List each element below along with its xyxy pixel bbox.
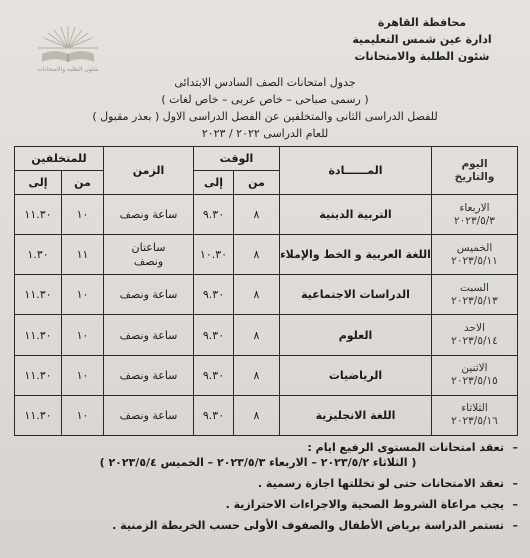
table-row: [15, 355, 518, 395]
day-date-cell: [432, 235, 518, 275]
absentees-from-cell: ١٠: [62, 355, 104, 395]
schedule-year: للعام الدراسى ٢٠٢٢ / ٢٠٢٣: [201, 127, 329, 140]
table-row: [15, 235, 518, 275]
absentees-to-cell: ١١.٣٠: [15, 315, 62, 355]
header-time-from: من: [234, 171, 280, 195]
duration-cell: [104, 355, 194, 395]
subject-cell: [280, 355, 432, 395]
governorate-line: محافظة القاهرة: [377, 16, 467, 29]
bullet-dash: –: [512, 441, 518, 454]
time-to-cell: ٩.٣٠: [194, 395, 234, 435]
bullet-dash: –: [512, 519, 518, 532]
subject-cell: [280, 235, 432, 275]
absentees-to-cell: ١١.٣٠: [15, 195, 62, 235]
absentees-from-cell: ١٠: [62, 395, 104, 435]
day-name: الخميس: [456, 241, 493, 254]
note-text: يجب مراعاة الشروط الصحية والاجراءات الاحترازية .: [225, 498, 504, 511]
header-time: الوقت: [194, 147, 280, 171]
absentees-from-cell: ١١: [62, 235, 104, 275]
table-row: [15, 275, 518, 315]
note-item: [12, 497, 518, 512]
duration-cell: [104, 275, 194, 315]
bullet-dash: –: [512, 498, 518, 511]
exam-date: ٢٠٢٣/٥/٣: [454, 214, 495, 227]
table-row: [15, 395, 518, 435]
header-absentees: للمتخلفين: [15, 147, 104, 171]
duration-cell: [104, 195, 194, 235]
time-to-cell: ١٠.٣٠: [194, 235, 234, 275]
duration-cell: [104, 315, 194, 355]
logo-caption: شئون الطلبة والامتحانات: [37, 66, 99, 73]
note-text: تعقد امتحانات المستوى الرفيع ايام :: [307, 441, 504, 454]
absentees-from-cell: ١٠: [62, 315, 104, 355]
notes-list: [12, 440, 518, 539]
exam-date: ٢٠٢٣/٥/١٣: [451, 294, 498, 307]
note-item: [12, 440, 518, 470]
note-item: [12, 518, 518, 533]
note-item: [12, 476, 518, 491]
absentees-from-cell: ١٠: [62, 275, 104, 315]
table-row: [15, 315, 518, 355]
exam-schedule-table: [14, 146, 518, 436]
day-name: السبت: [460, 281, 489, 294]
duration-text: ساعة ونصف: [119, 208, 178, 222]
duration-text: ساعة ونصف: [119, 368, 178, 382]
absentees-from-cell: ١٠: [62, 195, 104, 235]
duration-text: ساعة ونصف: [119, 328, 178, 342]
schedule-title: جدول امتحانات الصف السادس الابتدائى: [174, 76, 356, 89]
time-from-cell: ٨: [234, 315, 280, 355]
day-name: الاربعاء: [459, 201, 490, 214]
day-name: الاحد: [464, 322, 485, 335]
duration-text: ساعة ونصف: [119, 288, 178, 302]
exam-date: ٢٠٢٣/٥/١٤: [451, 335, 498, 348]
subject-name: العلوم: [338, 328, 373, 342]
day-name: الثلاثاء: [461, 402, 488, 415]
exam-date: ٢٠٢٣/٥/١٥: [451, 375, 498, 388]
duration-cell: [104, 235, 194, 275]
administration-line: ادارة عين شمس التعليمية: [352, 33, 492, 46]
day-date-cell: [432, 395, 518, 435]
absentees-to-cell: ١.٣٠: [15, 235, 62, 275]
subject-name: اللغة الانجليزية: [315, 408, 396, 422]
time-to-cell: ٩.٣٠: [194, 195, 234, 235]
bullet-dash: –: [512, 477, 518, 490]
absentees-to-cell: ١١.٣٠: [15, 395, 62, 435]
duration-text: ساعتان ونصف: [131, 240, 166, 268]
exam-date: ٢٠٢٣/٥/١٦: [451, 415, 498, 428]
subject-name: الرياضيات: [328, 368, 383, 382]
absentees-to-cell: ١١.٣٠: [15, 355, 62, 395]
subject-name: اللغة العربية و الخط والإملاء: [280, 248, 431, 262]
note-text: تستمر الدراسة برياض الأطفال والصفوف الأولى حسب الخريطة الزمنية .: [112, 519, 504, 532]
absentees-to-cell: ١١.٣٠: [15, 275, 62, 315]
subject-cell: [280, 275, 432, 315]
header-subject: المــــــادة: [280, 147, 432, 195]
time-from-cell: ٨: [234, 235, 280, 275]
day-date-cell: [432, 195, 518, 235]
time-to-cell: ٩.٣٠: [194, 275, 234, 315]
header-duration: الزمن: [104, 147, 194, 195]
department-line: شئون الطلبة والامتحانات: [354, 50, 490, 63]
day-name: الاثنين: [461, 362, 488, 375]
duration-text: ساعة ونصف: [119, 408, 178, 422]
subject-cell: [280, 315, 432, 355]
day-date-cell: [432, 315, 518, 355]
time-from-cell: ٨: [234, 355, 280, 395]
note-text: تعقد الامتحانات حتى لو تخللتها اجازة رسمية .: [257, 477, 504, 490]
subject-cell: [280, 195, 432, 235]
header-time-to: إلى: [194, 171, 234, 195]
time-from-cell: ٨: [234, 195, 280, 235]
note-dates: ( الثلاثاء ٢٠٢٣/٥/٢ – الاربعاء ٢٠٢٣/٥/٣ – الخميس ٢٠٢٣/٥/٤ ): [99, 456, 417, 469]
time-to-cell: ٩.٣٠: [194, 355, 234, 395]
issuer-header: [322, 14, 522, 65]
time-to-cell: ٩.٣٠: [194, 315, 234, 355]
header-absentees-from: من: [62, 171, 104, 195]
time-from-cell: ٨: [234, 275, 280, 315]
day-date-cell: [432, 355, 518, 395]
table-row: [15, 195, 518, 235]
schedule-titles: [40, 74, 490, 142]
schedule-categories: ( رسمى صباحى – خاص عربى – خاص لغات ): [161, 93, 369, 106]
duration-cell: [104, 395, 194, 435]
schedule-term: للفصل الدراسى الثانى والمتخلفين عن الفصل الدراسى الاول ( بعذر مقبول ): [92, 110, 438, 123]
day-date-cell: [432, 275, 518, 315]
subject-name: الدراسات الاجتماعية: [301, 288, 410, 302]
subject-cell: [280, 395, 432, 435]
subject-name: التربية الدينية: [319, 208, 392, 222]
header-day-date: اليوم والتاريخ: [432, 147, 518, 195]
header-absentees-to: إلى: [15, 171, 62, 195]
open-book-sunburst-logo: [28, 22, 108, 78]
exam-date: ٢٠٢٣/٥/١١: [451, 254, 498, 267]
time-from-cell: ٨: [234, 395, 280, 435]
